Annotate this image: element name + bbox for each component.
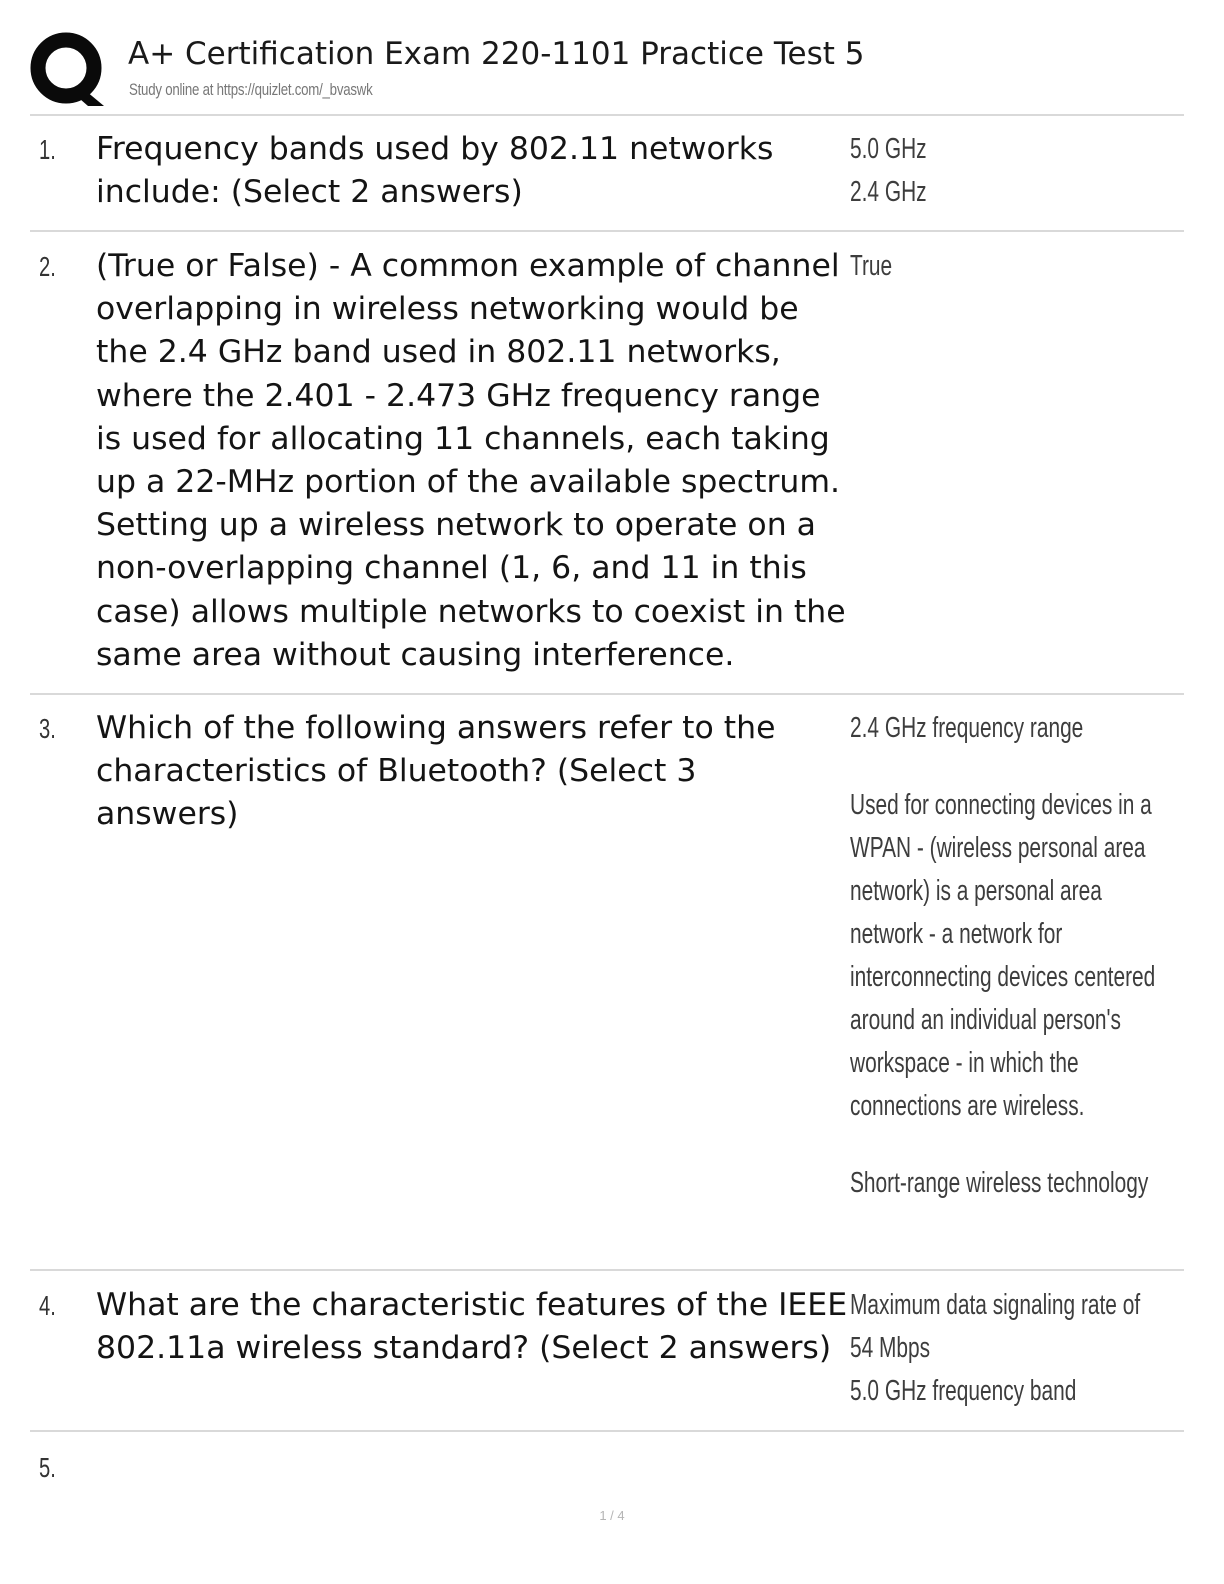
card-question: What are the characteristic features of the IEEE 802.11a wireless standard? (Select 2 answers): [96, 1287, 848, 1367]
card-question: Frequency bands used by 802.11 networks include: (Select 2 answers): [96, 131, 774, 211]
card-number: 2.: [39, 251, 56, 282]
answer-line: 5.0 GHz frequency band: [850, 1375, 1077, 1407]
answer-line: Used for connecting devices in a WPAN - (wireless personal area network) is a personal area network - a network for interconnecting devices centered around an individual person's workspace - in which the connections are wireless.: [850, 789, 1156, 1122]
flashcard-1: [30, 128, 1184, 232]
card-number: 3.: [39, 713, 56, 744]
flashcard-5: [30, 1446, 1184, 1506]
card-question: Which of the following answers refer to the characteristics of Bluetooth? (Select 3 answers): [96, 710, 776, 833]
flashcard-3: [30, 707, 1184, 1271]
answer-line: 5.0 GHz: [850, 133, 927, 165]
answer-line: 2.4 GHz: [850, 176, 927, 208]
card-answer: [850, 128, 1160, 214]
page-title: A+ Certification Exam 220-1101 Practice Test 5: [128, 36, 865, 72]
answer-line: True: [850, 250, 893, 282]
card-question: (True or False) - A common example of channel overlapping in wireless networking would be the 2.4 GHz band used in 802.11 networks, where the 2.401 - 2.473 GHz frequency range is used for allocating 11 channels, each taking up a 22-MHz portion of the available spectrum. Setting up a wireless network to operate on a non-overlapping channel (1, 6, and 11 in this case) allows multiple networks to coexist in the same area without causing interference.: [96, 248, 846, 673]
document-header: [30, 28, 1184, 116]
card-answer: [850, 707, 1167, 1205]
card-number: 4.: [39, 1290, 56, 1321]
study-online-link[interactable]: Study online at https://quizlet.com/_bvaswk: [129, 80, 373, 99]
flashcard-4: [30, 1284, 1184, 1432]
answer-line: Maximum data signaling rate of 54 Mbps: [850, 1289, 1141, 1364]
card-number: 5.: [39, 1452, 56, 1483]
answer-line: Short-range wireless technology: [850, 1167, 1149, 1199]
card-number: 1.: [39, 134, 56, 165]
flashcard-2: [30, 245, 1184, 695]
answer-line: 2.4 GHz frequency range: [850, 712, 1084, 744]
card-answer: [850, 1284, 1167, 1413]
card-answer: [850, 245, 1160, 288]
page-number: 1 / 4: [599, 1508, 625, 1523]
quizlet-logo-icon: [30, 30, 110, 110]
